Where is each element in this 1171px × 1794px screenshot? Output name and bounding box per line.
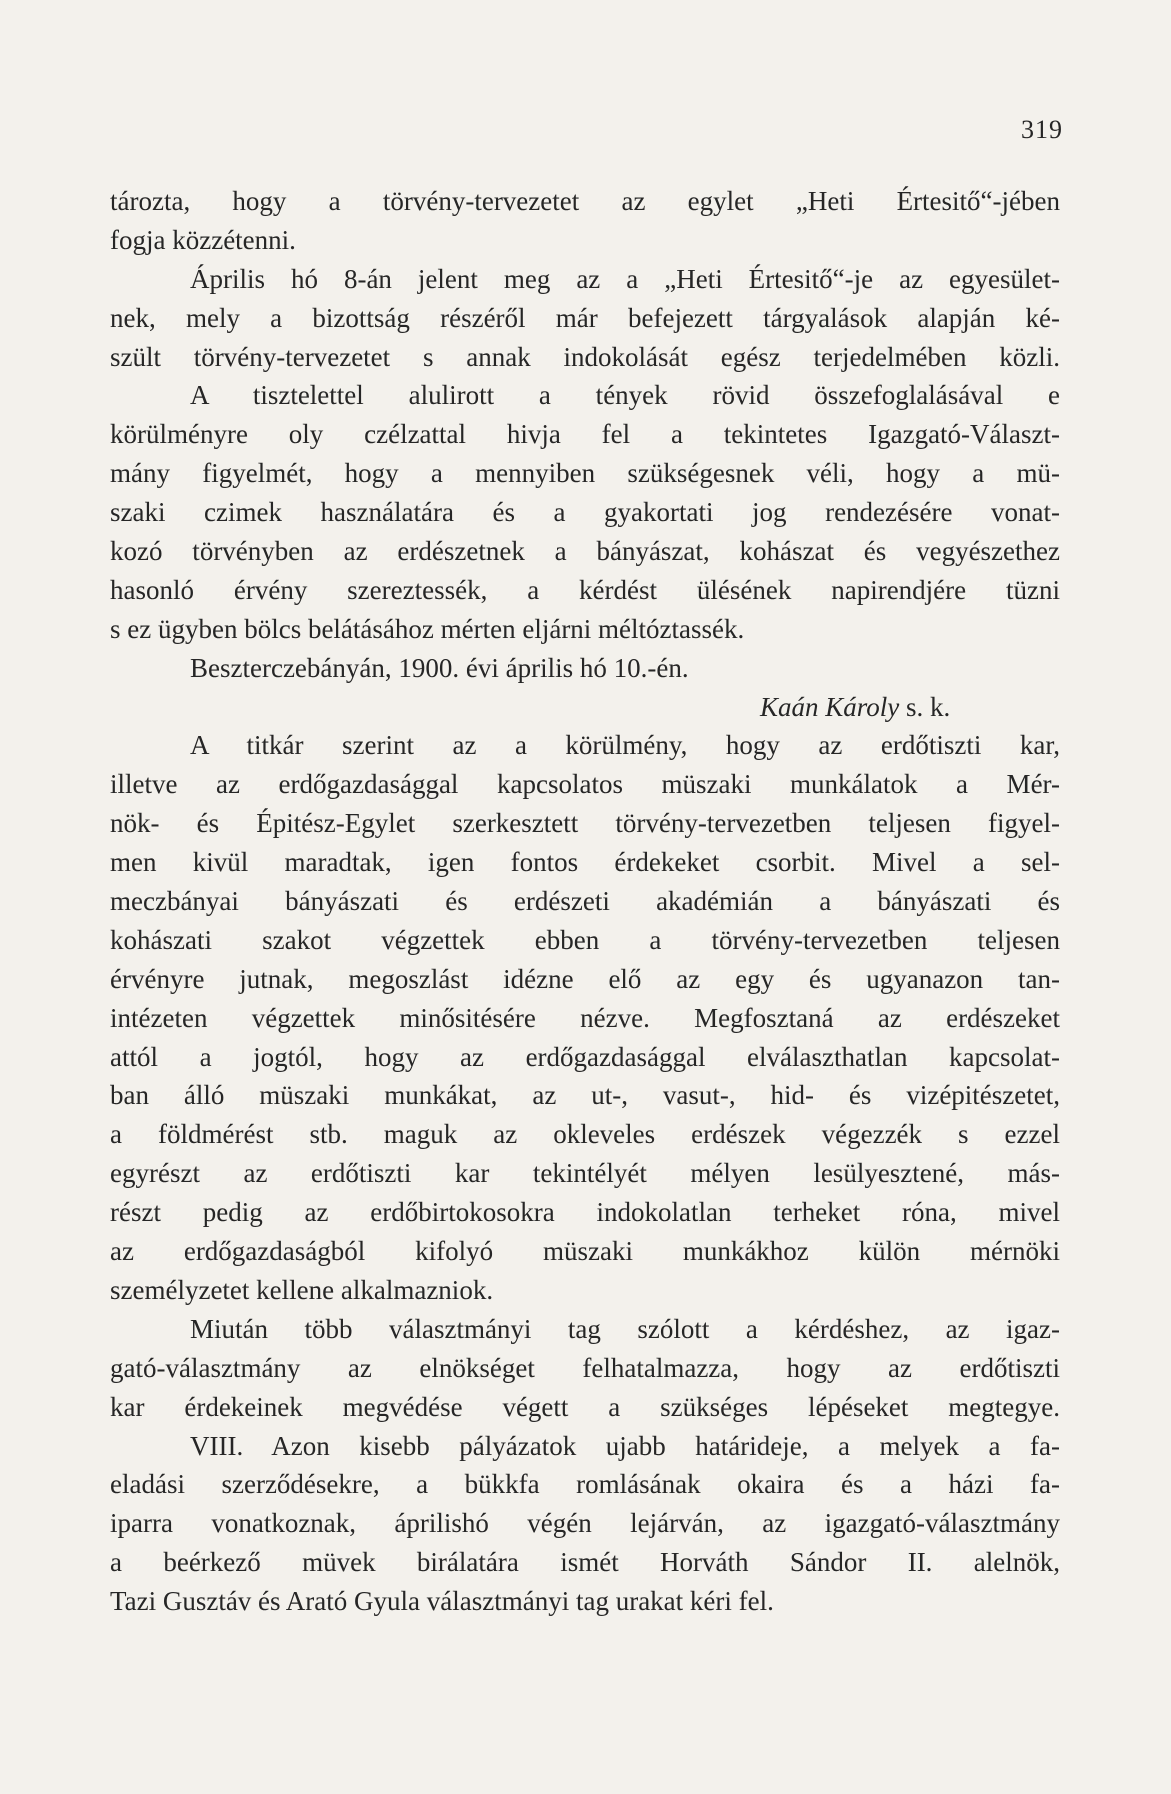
text-line: ban álló müszaki munkákat, az ut-, vasut-, hid- és vizépitészetet, — [110, 1080, 1060, 1111]
text-line: A titkár szerint az a körülmény, hogy az erdőtiszti kar, — [190, 730, 1060, 761]
text-line: men kivül maradtak, igen fontos érdekeket csorbit. Mivel a sel- — [110, 847, 1060, 878]
signature-line — [110, 688, 1060, 727]
text-line: tározta, hogy a törvény-tervezetet az egylet „Heti Értesitő“-jében — [110, 186, 1060, 216]
text-line: a beérkező müvek birálatára ismét Horváth Sándor II. alelnök, — [110, 1547, 1060, 1578]
text-line: Miután több választmányi tag szólott a kérdéshez, az igaz- — [190, 1313, 1060, 1344]
text-line: mány figyelmét, hogy a mennyiben szükségesnek véli, hogy a mü- — [110, 458, 1060, 489]
text-line: szült törvény-tervezetet s annak indokolását egész terjedelmében közli. — [110, 341, 1060, 372]
text-line: meczbányai bányászati és erdészeti akadémián a bányászati és — [110, 886, 1060, 917]
text-line: gató-választmány az elnökséget felhatalmazza, hogy az erdőtiszti — [110, 1352, 1060, 1383]
text-line: fogja közzétenni. — [110, 224, 296, 255]
text-line: kohászati szakot végzettek ebben a törvény-tervezetben teljesen — [110, 924, 1060, 955]
text-line: hasonló érvény szereztessék, a kérdést ülésének napirendjére tüzni — [110, 574, 1060, 605]
text-line: Április hó 8-án jelent meg az a „Heti Értesitő“-je az egyesület- — [190, 263, 1060, 294]
text-line: körülményre oly czélzattal hivja fel a tekintetes Igazgató-Választ- — [110, 419, 1060, 450]
text-line: VIII. Azon kisebb pályázatok ujabb határideje, a melyek a fa- — [190, 1430, 1060, 1461]
page-number: 319 — [1021, 115, 1063, 144]
text-line: egyrészt az erdőtiszti kar tekintélyét mélyen lesülyesztené, más- — [110, 1158, 1060, 1189]
text-line: s ez ügyben bölcs belátásához mérten eljárni méltóztassék. — [110, 613, 745, 644]
text-line: illetve az erdőgazdasággal kapcsolatos müszaki munkálatok a Mér- — [110, 769, 1060, 800]
text-line: kar érdekeinek megvédése végett a szükséges lépéseket megtegye. — [110, 1391, 1060, 1422]
text-line: szaki czimek használatára és a gyakortati jog rendezésére vonat- — [110, 497, 1060, 528]
text-line: iparra vonatkoznak, áprilishó végén lejárván, az igazgató-választmány — [110, 1508, 1060, 1539]
text-line: nök- és Épitész-Egylet szerkesztett törvény-tervezetben teljesen figyel- — [110, 808, 1060, 839]
text-line: eladási szerződésekre, a bükkfa romlásának okaira és a házi fa- — [110, 1469, 1060, 1500]
text-line: attól a jogtól, hogy az erdőgazdasággal elválaszthatlan kapcsolat- — [110, 1041, 1060, 1072]
text-line: részt pedig az erdőbirtokosokra indokolatlan terheket róna, mivel — [110, 1197, 1060, 1228]
text-line: a földmérést stb. maguk az okleveles erdészek végezzék s ezzel — [110, 1119, 1060, 1150]
text-line: intézeten végzettek minősitésére nézve. Megfosztaná az erdészeket — [110, 1002, 1060, 1033]
text-line: Beszterczebányán, 1900. évi április hó 10.-én. — [190, 652, 689, 683]
text-line: Tazi Gusztáv és Arató Gyula választmányi tag urakat kéri fel. — [110, 1586, 774, 1617]
text-line: kozó törvényben az erdészetnek a bányászat, kohászat és vegyészethez — [110, 536, 1060, 567]
text-line: személyzetet kellene alkalmazniok. — [110, 1274, 494, 1305]
text-line: nek, mely a bizottság részéről már befejezett tárgyalások alapján ké- — [110, 302, 1060, 333]
text-line: az erdőgazdaságból kifolyó müszaki munkákhoz külön mérnöki — [110, 1236, 1060, 1267]
signature-suffix: s. k. — [906, 691, 951, 722]
signature-name: Kaán Károly — [760, 691, 900, 722]
text-line: A tisztelettel alulirott a tények rövid összefoglalásával e — [190, 380, 1060, 411]
document-body — [110, 182, 1060, 1621]
text-line: érvényre jutnak, megoszlást idézne elő az egy és ugyanazon tan- — [110, 963, 1060, 994]
